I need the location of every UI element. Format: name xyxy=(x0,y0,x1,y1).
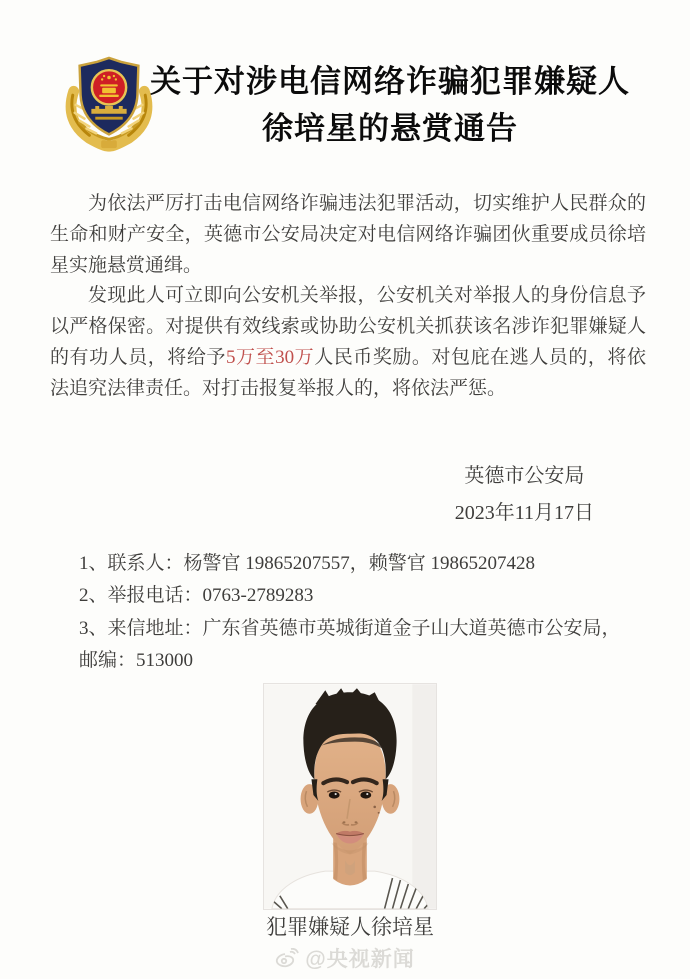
notice-body xyxy=(50,189,646,405)
weibo-icon xyxy=(275,948,299,968)
notice-title-line1: 关于对涉电信网络诈骗犯罪嫌疑人 xyxy=(150,64,630,99)
contact-line-address: 3、来信地址：广东省英德市英城街道金子山大道英德市公安局， xyxy=(79,617,621,639)
paragraph-2 xyxy=(50,281,646,404)
notice-title-line2: 徐培星的悬赏通告 xyxy=(262,111,518,146)
watermark xyxy=(0,943,690,973)
contact-line-postcode: 邮编：513000 xyxy=(79,650,194,672)
issue-date: 2023年11月17日 xyxy=(454,502,594,524)
contact-line-persons: 1、联系人：杨警官 19865207557，赖警官 19865207428 xyxy=(79,553,536,574)
issuing-agency: 英德市公安局 xyxy=(464,465,585,487)
contact-line-hotline: 2、举报电话：0763-2789283 xyxy=(79,585,314,607)
contact-list xyxy=(79,548,659,678)
paragraph-2-lead: 发现此人可立即向公安机关举报，公安机关对举报人的身份信息予以严格保密。对提供有效线索或协助公安机关抓获该名涉诈犯罪嫌疑人的有功人员，将给予 xyxy=(50,285,646,368)
reward-amount: 5万至30万 xyxy=(225,346,315,368)
suspect-portrait-photo xyxy=(263,683,437,910)
notice-title xyxy=(110,58,670,152)
watermark-text: @央视新闻 xyxy=(305,948,415,971)
signature-block xyxy=(455,458,594,532)
paragraph-1: 为依法严厉打击电信网络诈骗违法犯罪活动，切实维护人民群众的生命和财产安全，英德市公安局决定对电信网络诈骗团伙重要成员徐培星实施悬赏通缉。 xyxy=(50,193,646,276)
paragraph-2-tail: 人民币奖励。对包庇在逃人员的，将依法追究法律责任。对打击报复举报人的，将依法严惩。 xyxy=(50,346,646,399)
photo-caption: 犯罪嫌疑人徐培星 xyxy=(266,915,434,939)
